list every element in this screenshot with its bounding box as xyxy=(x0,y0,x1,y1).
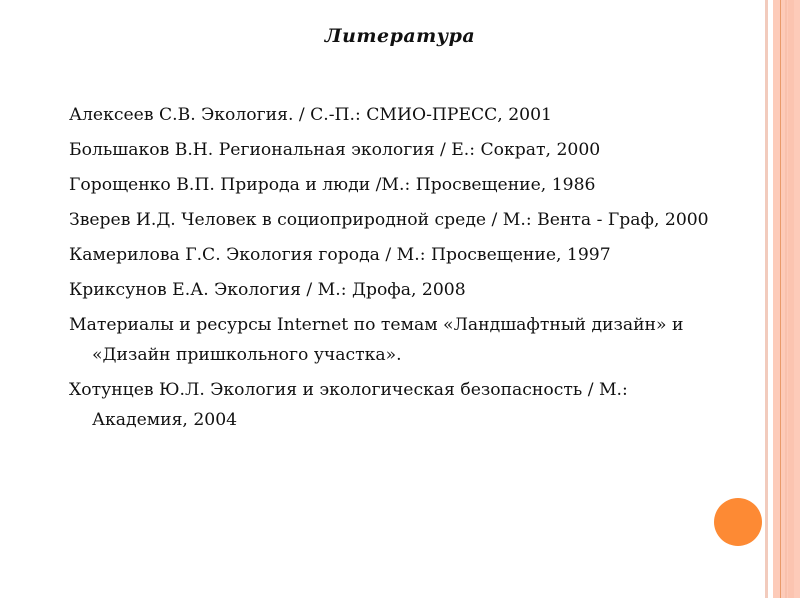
reference-list xyxy=(69,100,719,440)
reference-item: Алексеев С.В. Экология. / С.-П.: СМИО-ПРЕСС, 2001 xyxy=(69,105,552,125)
slide-title: Литература xyxy=(324,25,476,47)
reference-item: Большаков В.Н. Региональная экология / Е.: Сократ, 2000 xyxy=(69,140,601,160)
decorative-stripe-line xyxy=(780,0,781,598)
decorative-orange-circle xyxy=(714,498,762,546)
decorative-stripe-band-shade xyxy=(788,0,794,598)
reference-item: Материалы и ресурсы Internet по темам «Ландшафтный дизайн» и «Дизайн пришкольного участка». xyxy=(69,315,684,365)
reference-item: Зверев И.Д. Человек в социоприродной среде / М.: Вента - Граф, 2000 xyxy=(69,210,709,230)
decorative-stripe-band-inner xyxy=(785,0,787,598)
decorative-stripe-thin xyxy=(765,0,768,598)
reference-item: Камерилова Г.С. Экология города / М.: Просвещение, 1997 xyxy=(69,245,611,265)
reference-item: Криксунов Е.А. Экология / М.: Дрофа, 2008 xyxy=(69,280,466,300)
reference-item: Хотунцев Ю.Л. Экология и экологическая безопасность / М.: Академия, 2004 xyxy=(69,380,628,430)
reference-item: Горощенко В.П. Природа и люди /М.: Просвещение, 1986 xyxy=(69,175,596,195)
